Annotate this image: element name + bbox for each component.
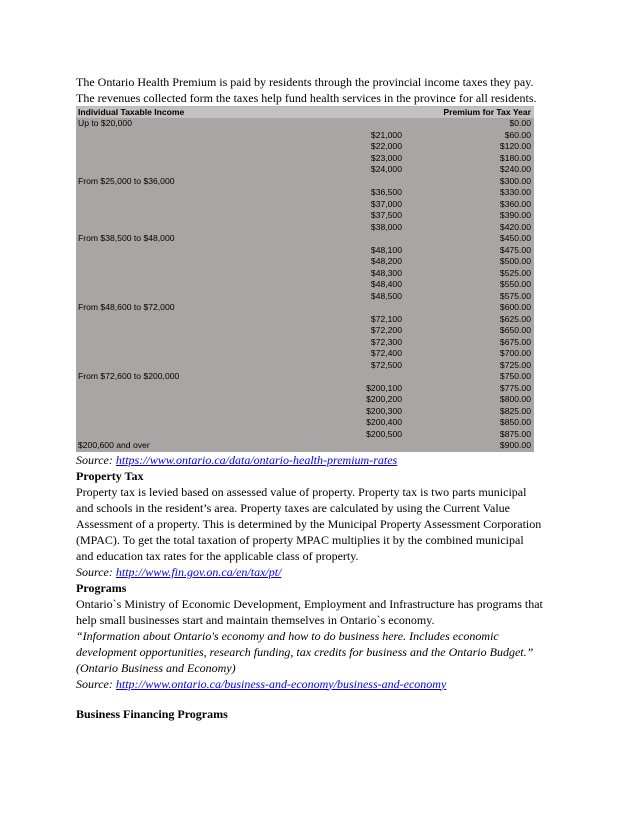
property-tax-heading: Property Tax bbox=[76, 468, 144, 483]
table-row bbox=[76, 360, 534, 372]
income-amount-cell: $37,500 bbox=[370, 210, 402, 220]
property-tax-line: and schools in the resident’s area. Property taxes are calculated by using the Current Value bbox=[76, 500, 510, 515]
spacer bbox=[76, 692, 562, 706]
table-row bbox=[76, 153, 534, 165]
table-row bbox=[76, 348, 534, 360]
income-amount-cell: $200,500 bbox=[366, 428, 402, 439]
income-amount-cell: $36,500 bbox=[370, 187, 402, 197]
source-business-economy bbox=[76, 676, 562, 692]
premium-cell: $390.00 bbox=[499, 210, 531, 220]
premium-cell: $360.00 bbox=[499, 198, 531, 209]
programs-heading: Programs bbox=[76, 580, 127, 595]
table-row bbox=[76, 302, 534, 314]
table-row bbox=[76, 429, 534, 441]
document-page bbox=[76, 74, 562, 722]
income-amount-cell: $200,400 bbox=[366, 417, 402, 427]
source-property-tax bbox=[76, 564, 562, 580]
premium-cell: $825.00 bbox=[499, 405, 531, 416]
premium-cell: $750.00 bbox=[499, 371, 531, 381]
premium-cell: $120.00 bbox=[499, 141, 531, 151]
premium-cell: $800.00 bbox=[499, 394, 531, 404]
income-amount-cell: $37,000 bbox=[370, 198, 402, 209]
table-row bbox=[76, 187, 534, 199]
intro-line: The Ontario Health Premium is paid by residents through the provincial income taxes they pay. bbox=[76, 75, 534, 89]
premium-cell: $575.00 bbox=[499, 290, 531, 301]
premium-cell: $650.00 bbox=[499, 325, 531, 335]
health-premium-table bbox=[76, 106, 534, 452]
table-row bbox=[76, 383, 534, 395]
property-tax-link[interactable]: http://www.fin.gov.on.ca/en/tax/pt/ bbox=[115, 564, 282, 579]
table-row bbox=[76, 394, 534, 406]
premium-cell: $500.00 bbox=[499, 256, 531, 266]
table-row bbox=[76, 210, 534, 222]
property-tax-line: Assessment of a property. This is determined by the Municipal Property Assessment Corporation bbox=[76, 516, 542, 531]
source-prefix: Source: bbox=[76, 452, 116, 467]
premium-cell: $625.00 bbox=[499, 313, 531, 324]
premium-cell: $775.00 bbox=[499, 382, 531, 393]
property-tax-line: (MPAC). To get the total taxation of property MPAC multiplies it by the combined municipal bbox=[76, 532, 524, 547]
premium-cell: $450.00 bbox=[499, 233, 531, 243]
table-row bbox=[76, 141, 534, 153]
table-row bbox=[76, 440, 534, 452]
income-amount-cell: $48,400 bbox=[370, 279, 402, 289]
income-amount-cell: $48,100 bbox=[370, 244, 402, 255]
income-amount-cell: $72,200 bbox=[370, 325, 402, 335]
income-amount-cell: $72,100 bbox=[370, 313, 402, 324]
table-row bbox=[76, 164, 534, 176]
income-range-cell: From $72,600 to $200,000 bbox=[78, 371, 180, 381]
income-amount-cell: $24,000 bbox=[370, 164, 402, 174]
programs-line: help small businesses start and maintain themselves in Ontario`s economy. bbox=[76, 612, 435, 627]
header-income: Individual Taxable Income bbox=[78, 107, 185, 117]
table-row bbox=[76, 337, 534, 349]
table-body bbox=[76, 118, 534, 452]
income-amount-cell: $48,200 bbox=[370, 256, 402, 266]
quote-line: (Ontario Business and Economy) bbox=[76, 660, 236, 675]
income-amount-cell: $48,500 bbox=[370, 290, 402, 301]
table-row bbox=[76, 256, 534, 268]
table-row bbox=[76, 233, 534, 245]
table-row bbox=[76, 245, 534, 257]
premium-cell: $60.00 bbox=[504, 129, 531, 140]
property-tax-line: and education tax rates for the applicable class of property. bbox=[76, 548, 359, 563]
premium-cell: $600.00 bbox=[499, 302, 531, 312]
premium-cell: $240.00 bbox=[499, 164, 531, 174]
income-range-cell: Up to $20,000 bbox=[78, 118, 132, 128]
premium-cell: $550.00 bbox=[499, 279, 531, 289]
premium-cell: $180.00 bbox=[499, 152, 531, 163]
income-range-cell: From $38,500 to $48,000 bbox=[78, 233, 175, 243]
income-amount-cell: $200,200 bbox=[366, 394, 402, 404]
income-range-cell: From $25,000 to $36,000 bbox=[78, 175, 175, 186]
income-amount-cell: $21,000 bbox=[370, 129, 402, 140]
table-row bbox=[76, 279, 534, 291]
premium-cell: $900.00 bbox=[499, 440, 531, 450]
income-amount-cell: $72,400 bbox=[370, 348, 402, 358]
property-tax-paragraph bbox=[76, 484, 562, 564]
premium-cell: $675.00 bbox=[499, 336, 531, 347]
table-row bbox=[76, 371, 534, 383]
source-prefix: Source: bbox=[76, 564, 116, 579]
table-row bbox=[76, 222, 534, 234]
premium-cell: $700.00 bbox=[499, 348, 531, 358]
income-amount-cell: $48,300 bbox=[370, 267, 402, 278]
premium-cell: $0.00 bbox=[509, 118, 531, 128]
table-row bbox=[76, 130, 534, 142]
income-amount-cell: $72,300 bbox=[370, 336, 402, 347]
premium-cell: $475.00 bbox=[499, 244, 531, 255]
table-row bbox=[76, 291, 534, 303]
header-premium: Premium for Tax Year bbox=[443, 107, 531, 117]
table-row bbox=[76, 314, 534, 326]
intro-line: The revenues collected form the taxes help fund health services in the province for all residents. bbox=[76, 91, 537, 105]
table-row bbox=[76, 325, 534, 337]
intro-paragraph bbox=[76, 74, 562, 106]
source-health-premium bbox=[76, 452, 562, 468]
table-header bbox=[76, 107, 534, 118]
premium-cell: $420.00 bbox=[499, 221, 531, 232]
programs-quote bbox=[76, 628, 562, 676]
income-range-cell: $200,600 and over bbox=[78, 440, 150, 450]
premium-cell: $725.00 bbox=[499, 359, 531, 370]
premium-cell: $300.00 bbox=[499, 175, 531, 186]
income-amount-cell: $38,000 bbox=[370, 221, 402, 232]
quote-line: “Information about Ontario's economy and how to do business here. Includes economic bbox=[76, 628, 499, 643]
income-amount-cell: $22,000 bbox=[370, 141, 402, 151]
premium-cell: $525.00 bbox=[499, 267, 531, 278]
premium-cell: $875.00 bbox=[499, 428, 531, 439]
quote-line: development opportunities, research funding, tax credits for business and the Ontario Budget.” bbox=[76, 644, 534, 659]
programs-line: Ontario`s Ministry of Economic Development, Employment and Infrastructure has programs that bbox=[76, 596, 543, 611]
property-tax-line: Property tax is levied based on assessed value of property. Property tax is two parts municipal bbox=[76, 484, 527, 499]
table-row bbox=[76, 406, 534, 418]
income-amount-cell: $200,100 bbox=[366, 382, 402, 393]
table-row bbox=[76, 268, 534, 280]
business-economy-link[interactable]: http://www.ontario.ca/business-and-economy/business-and-economy bbox=[115, 676, 447, 691]
premium-cell: $330.00 bbox=[499, 187, 531, 197]
income-amount-cell: $72,500 bbox=[370, 359, 402, 370]
income-amount-cell: $200,300 bbox=[366, 405, 402, 416]
premium-cell: $850.00 bbox=[499, 417, 531, 427]
income-range-cell: From $48,600 to $72,000 bbox=[78, 302, 175, 312]
source-prefix: Source: bbox=[76, 676, 116, 691]
health-premium-rates-link[interactable]: https://www.ontario.ca/data/ontario-health-premium-rates bbox=[115, 452, 398, 467]
table-row bbox=[76, 176, 534, 188]
business-financing-heading: Business Financing Programs bbox=[76, 706, 228, 721]
table-row bbox=[76, 417, 534, 429]
table-row bbox=[76, 118, 534, 130]
table-row bbox=[76, 199, 534, 211]
income-amount-cell: $23,000 bbox=[370, 152, 402, 163]
programs-paragraph bbox=[76, 596, 562, 628]
